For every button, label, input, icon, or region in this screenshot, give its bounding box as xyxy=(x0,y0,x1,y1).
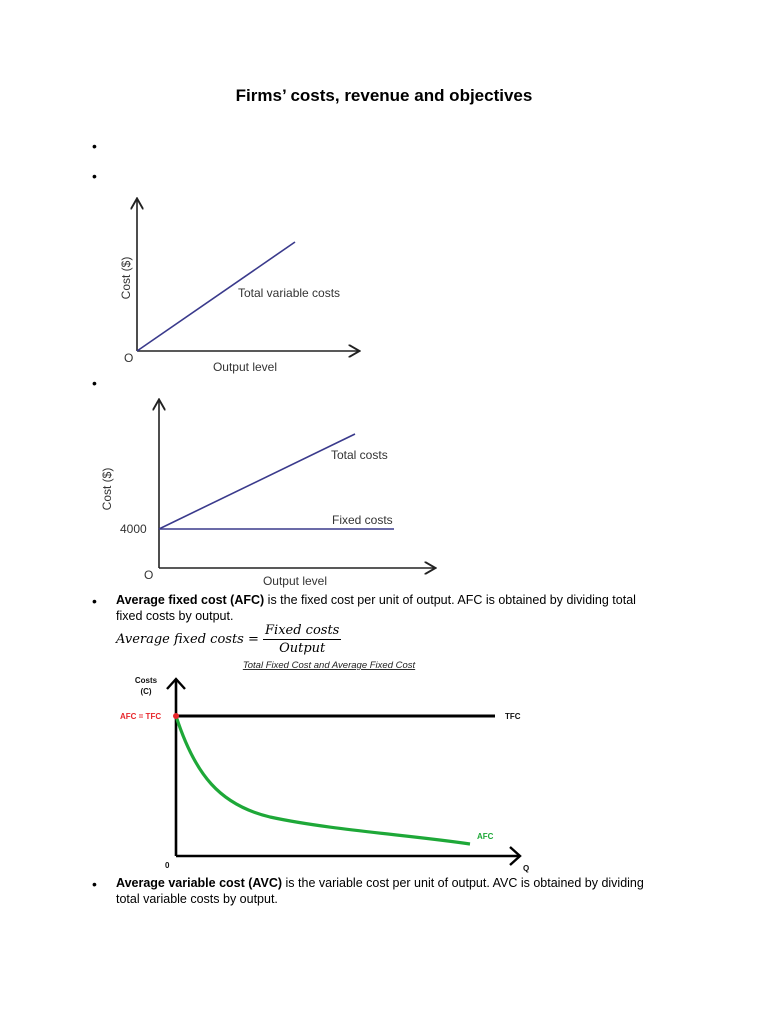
bullet-1: • xyxy=(92,138,97,154)
bullet-4: • xyxy=(92,593,97,609)
tfc-label: TFC xyxy=(505,712,521,721)
intercept-label: AFC = TFC xyxy=(120,712,162,721)
avc-term: Average variable cost (AVC) xyxy=(116,876,283,890)
formula-fraction xyxy=(263,623,341,656)
avc-text-line1: is the variable cost per unit of output. AVC is obtained by dividing xyxy=(282,876,644,890)
fixed-costs-label: Fixed costs xyxy=(332,513,393,527)
page-title: Firms’ costs, revenue and objectives xyxy=(235,86,533,105)
chart-title: Total Fixed Cost and Average Fixed Cost xyxy=(242,660,416,671)
formula-numerator: Fixed costs xyxy=(265,623,340,638)
intercept-point xyxy=(173,713,179,719)
y-tick-label: 4000 xyxy=(120,522,147,536)
tvc-label: Total variable costs xyxy=(238,286,341,300)
y-axis-label-2: (C) xyxy=(140,687,152,696)
y-axis-label: Cost ($) xyxy=(100,467,114,511)
total-costs-line xyxy=(159,434,355,529)
bullet-5: • xyxy=(92,876,97,892)
x-axis-label: Output level xyxy=(262,574,328,588)
bullet-3: • xyxy=(92,375,97,391)
total-variable-cost-chart xyxy=(108,192,368,377)
formula-lhs: Average fixed costs = xyxy=(116,632,259,647)
afc-tfc-chart xyxy=(110,655,540,873)
afc-label: AFC xyxy=(477,832,494,841)
formula-denominator: Output xyxy=(279,641,326,656)
x-axis-label: Q xyxy=(523,864,530,873)
afc-formula xyxy=(116,623,341,656)
afc-paragraph xyxy=(116,592,686,624)
bullet-2: • xyxy=(92,168,97,184)
avc-text-line2: total variable costs by output. xyxy=(116,892,278,906)
y-axis-label: Cost ($) xyxy=(119,256,133,300)
y-axis-label-1: Costs xyxy=(134,676,158,685)
total-costs-label: Total costs xyxy=(331,448,388,462)
afc-text-line2: fixed costs by output. xyxy=(116,609,234,623)
origin-label: O xyxy=(144,568,154,582)
origin-label: 0 xyxy=(165,861,170,870)
afc-text-line1: is the fixed cost per unit of output. AFC is obtained by dividing total xyxy=(264,593,636,607)
x-axis-label: Output level xyxy=(212,360,278,374)
avc-paragraph xyxy=(116,875,686,907)
afc-curve xyxy=(176,716,470,844)
afc-term: Average fixed cost (AFC) xyxy=(116,593,265,607)
total-fixed-cost-chart xyxy=(96,393,446,593)
origin-label: O xyxy=(124,351,134,365)
